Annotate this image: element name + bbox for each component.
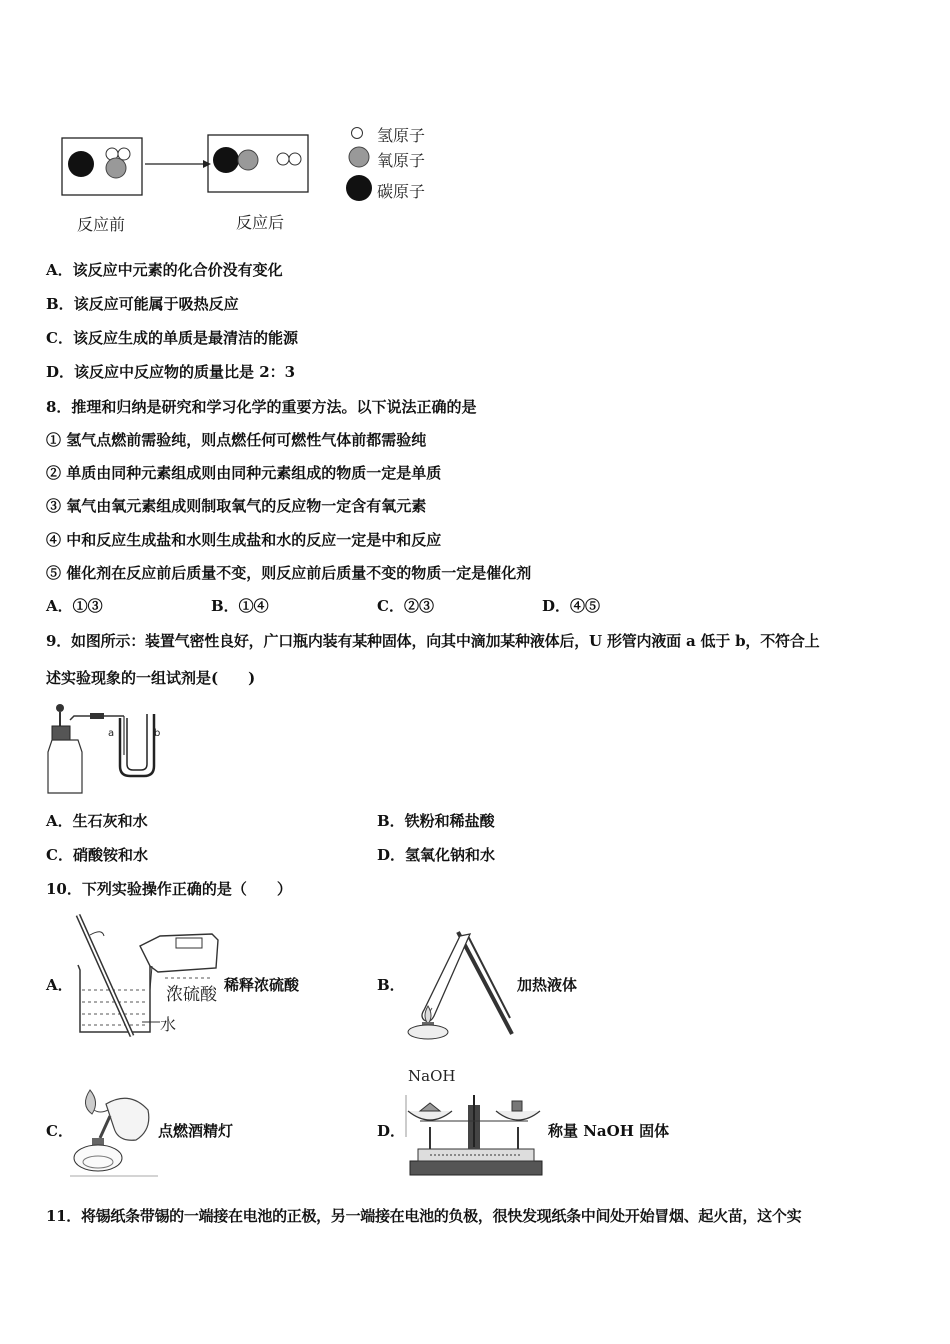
- q11-stem-line1: 11．将锡纸条带锡的一端接在电池的正极，另一端接在电池的负极，很快发现纸条中间处开始冒烟、起火苗，这个实: [46, 1207, 802, 1225]
- q10-figure-b: [400, 930, 515, 1040]
- alcohol-lamp: [74, 1145, 122, 1171]
- label-water: 水: [160, 1015, 177, 1034]
- q8-statement-3: ③ 氧气由氧元素组成则制取氧气的反应物一定含有氧元素: [46, 497, 427, 515]
- u-tube-diagram: [44, 700, 174, 800]
- carbon-atom-icon: [346, 175, 372, 201]
- q8-statement-5: ⑤ 催化剂在反应前后质量不变，则反应前后质量不变的物质一定是催化剂: [46, 564, 532, 582]
- q7-option-a: A．该反应中元素的化合价没有变化: [46, 261, 283, 279]
- hydrogen-atom: [118, 148, 130, 160]
- q10-option-a-caption: 稀释浓硫酸: [224, 976, 300, 994]
- q10-option-b-letter: B．: [377, 976, 405, 994]
- test-tube-holder: [458, 932, 512, 1034]
- q9-option-b: B．铁粉和稀盐酸: [377, 812, 495, 830]
- q9-stem-line1: 9．如图所示：装置气密性良好，广口瓶内装有某种固体，向其中滴加某种液体后，U 形管内液面 a 低于 b，不符合上: [46, 632, 820, 650]
- hydrogen-atom-icon: [352, 128, 363, 139]
- u-tube-label-a: a: [108, 728, 115, 739]
- weight: [512, 1101, 522, 1111]
- q8-option-c: C．②③: [377, 597, 434, 615]
- q10-option-d-caption: 称量 NaOH 固体: [548, 1122, 670, 1140]
- q10-stem: 10．下列实验操作正确的是（ ）: [46, 880, 292, 898]
- wide-mouth-bottle: [48, 740, 82, 793]
- q10-option-c-letter: C．: [46, 1122, 73, 1140]
- hydrogen-atom: [289, 153, 301, 165]
- q9-option-d: D．氢氧化钠和水: [377, 846, 496, 864]
- hydrogen-atom: [277, 153, 289, 165]
- stopper: [52, 726, 70, 740]
- q8-option-d: D．④⑤: [542, 597, 601, 615]
- label-conc-sulfuric-acid: 浓硫酸: [166, 985, 217, 1005]
- q8-stem: 8．推理和归纳是研究和学习化学的重要方法。以下说法正确的是: [46, 398, 477, 416]
- legend-oxygen-label: 氧原子: [377, 151, 426, 170]
- q9-option-c: C．硝酸铵和水: [46, 846, 148, 864]
- dilute-acid-diagram: [70, 910, 225, 1040]
- q7-option-d: D．该反应中反应物的质量比是 2：3: [46, 363, 296, 381]
- q8-statement-2: ② 单质由同种元素组成则由同种元素组成的物质一定是单质: [46, 464, 442, 482]
- right-pan: [496, 1111, 540, 1120]
- balance-base: [410, 1161, 542, 1175]
- carbon-atom: [68, 151, 94, 177]
- q9-stem-line2: 述实验现象的一组试剂是( ): [46, 669, 256, 687]
- q8-statement-1: ① 氢气点燃前需验纯，则点燃任何可燃性气体前都需验纯: [46, 431, 427, 449]
- q8-statement-4: ④ 中和反应生成盐和水则生成盐和水的反应一定是中和反应: [46, 531, 442, 549]
- u-tube-label-b: b: [154, 728, 161, 739]
- u-tube-apparatus: [44, 700, 174, 800]
- q10-option-d-letter: D．: [377, 1122, 406, 1140]
- legend-carbon-label: 碳原子: [377, 182, 426, 201]
- oxygen-atom: [106, 158, 126, 178]
- after-label: 反应后: [236, 213, 285, 232]
- reaction-figure: [55, 120, 455, 240]
- legend-hydrogen-label: 氢原子: [377, 126, 426, 145]
- q10-option-c-caption: 点燃酒精灯: [158, 1122, 234, 1140]
- hand: [106, 1098, 149, 1140]
- q7-option-b: B．该反应可能属于吸热反应: [46, 295, 239, 313]
- oxygen-atom-icon: [349, 147, 369, 167]
- alcohol-lamp: [408, 1025, 448, 1039]
- q10-figure-d: [400, 1065, 548, 1180]
- light-lamp-diagram: [70, 1080, 158, 1180]
- oxygen-atom: [238, 150, 258, 170]
- q9-option-a: A．生石灰和水: [46, 812, 148, 830]
- left-pan: [408, 1111, 452, 1120]
- q10-option-a-letter: A．: [46, 976, 73, 994]
- q10-figure-a: [70, 910, 225, 1040]
- q8-option-b: B．①④: [211, 597, 269, 615]
- heating-liquid-diagram: [400, 930, 515, 1040]
- u-tube: [120, 714, 154, 776]
- before-label: 反应前: [77, 215, 126, 234]
- q7-option-c: C．该反应生成的单质是最清洁的能源: [46, 329, 298, 347]
- label-naoh: NaOH: [408, 1067, 456, 1085]
- q8-option-a: A．①③: [46, 597, 103, 615]
- naoh-solid: [420, 1103, 440, 1111]
- q10-option-b-caption: 加热液体: [517, 976, 578, 994]
- q10-figure-c: [70, 1080, 158, 1180]
- dropper-bulb: [56, 704, 64, 712]
- carbon-atom: [213, 147, 239, 173]
